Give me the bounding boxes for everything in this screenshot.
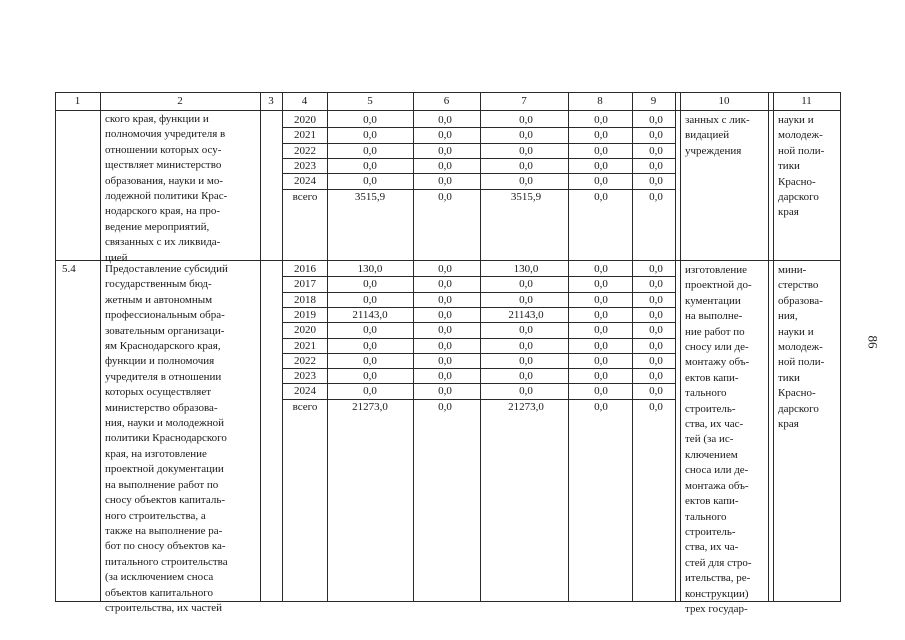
cell-c7: 0,0 — [519, 324, 533, 337]
header-col-4: 4 — [301, 95, 308, 107]
cell-c8: 0,0 — [594, 278, 608, 291]
table-row — [55, 339, 841, 354]
cell-year: 2016 — [294, 263, 316, 275]
cell-c9: 0,0 — [649, 324, 663, 337]
header-col-6: 6 — [443, 95, 450, 107]
cell-c5: 0,0 — [363, 293, 377, 306]
block2-item-number: 5.4 — [62, 263, 76, 275]
header-col-11: 11 — [801, 95, 812, 107]
cell-year: 2024 — [294, 385, 316, 398]
cell-year: 2017 — [294, 278, 316, 291]
cell-c9: 0,0 — [649, 385, 663, 398]
cell-c5: 0,0 — [363, 354, 377, 367]
table-row — [55, 384, 841, 399]
table-row — [55, 190, 841, 205]
cell-c9: 0,0 — [649, 159, 663, 172]
table-row — [55, 128, 841, 143]
cell-c8: 0,0 — [594, 263, 608, 275]
table-row — [55, 293, 841, 308]
cell-c7: 0,0 — [519, 175, 533, 188]
cell-c6: 0,0 — [438, 339, 452, 352]
cell-c9: 0,0 — [649, 175, 663, 188]
table-row — [55, 354, 841, 369]
cell-c5: 0,0 — [363, 324, 377, 337]
cell-c9: 0,0 — [649, 308, 663, 321]
cell-c9: 0,0 — [649, 263, 663, 275]
cell-c7: 3515,9 — [510, 190, 542, 203]
cell-c8: 0,0 — [594, 293, 608, 306]
header-col-3: 3 — [268, 95, 274, 107]
cell-c7: 0,0 — [519, 278, 533, 291]
cell-c8: 0,0 — [594, 354, 608, 367]
cell-c7: 0,0 — [519, 129, 533, 142]
cell-year: всего — [292, 400, 318, 413]
block1-description: ского края, функции и полномочия учредителя в отношении которых осу- ществляет министерство образования, науки и мо- лодежной политики Крас- нодарского края, на про- ведение мероприятий, связанных с их ликвида- цией — [105, 113, 228, 264]
cell-c7: 0,0 — [519, 159, 533, 172]
cell-c7: 0,0 — [519, 114, 533, 126]
cell-c7: 0,0 — [519, 370, 533, 383]
header-col-1: 1 — [74, 95, 81, 107]
cell-c8: 0,0 — [594, 370, 608, 383]
table-row — [55, 159, 841, 174]
cell-c6: 0,0 — [438, 293, 452, 306]
cell-year: всего — [292, 190, 318, 203]
cell-c7: 130,0 — [513, 263, 539, 275]
cell-c7: 0,0 — [519, 144, 533, 157]
table-row — [55, 323, 841, 338]
block1-result: занных с лик- видацией учреждения — [685, 114, 750, 157]
cell-c5: 0,0 — [363, 370, 377, 383]
cell-year: 2021 — [294, 339, 316, 352]
table-frame — [55, 92, 841, 615]
cell-c5: 0,0 — [363, 144, 377, 157]
cell-c6: 0,0 — [438, 385, 452, 398]
cell-c6: 0,0 — [438, 263, 452, 275]
header-col-5: 5 — [367, 95, 373, 107]
cell-c6: 0,0 — [438, 278, 452, 291]
cell-c9: 0,0 — [649, 370, 663, 383]
cell-c6: 0,0 — [438, 159, 452, 172]
cell-c9: 0,0 — [649, 190, 663, 203]
cell-c6: 0,0 — [438, 144, 452, 157]
cell-c8: 0,0 — [594, 324, 608, 337]
cell-c9: 0,0 — [649, 293, 663, 306]
cell-c5: 130,0 — [357, 263, 383, 275]
cell-c7: 0,0 — [519, 339, 533, 352]
header-col-9: 9 — [650, 95, 657, 107]
cell-c5: 0,0 — [363, 114, 377, 126]
table-row — [55, 262, 841, 277]
table-row — [55, 144, 841, 159]
cell-c8: 0,0 — [594, 159, 608, 172]
header-col-8: 8 — [597, 95, 603, 107]
cell-c5: 3515,9 — [354, 190, 386, 203]
cell-c5: 0,0 — [363, 278, 377, 291]
cell-c5: 0,0 — [363, 339, 377, 352]
cell-c5: 0,0 — [363, 175, 377, 188]
cell-c7: 21143,0 — [508, 308, 544, 321]
cell-c8: 0,0 — [594, 190, 608, 203]
cell-year: 2023 — [294, 159, 316, 172]
cell-c7: 0,0 — [519, 385, 533, 398]
cell-c6: 0,0 — [438, 129, 452, 142]
cell-c6: 0,0 — [438, 354, 452, 367]
cell-c9: 0,0 — [649, 129, 663, 142]
table-row — [55, 308, 841, 323]
cell-c8: 0,0 — [594, 129, 608, 142]
header-col-7: 7 — [521, 95, 527, 107]
cell-c8: 0,0 — [594, 385, 608, 398]
cell-year: 2022 — [294, 354, 316, 367]
cell-c5: 21143,0 — [352, 308, 388, 321]
cell-c6: 0,0 — [438, 114, 452, 126]
cell-c9: 0,0 — [649, 400, 663, 413]
cell-c6: 0,0 — [438, 308, 452, 321]
cell-c9: 0,0 — [649, 339, 663, 352]
cell-year: 2022 — [294, 144, 316, 157]
cell-c5: 0,0 — [363, 129, 377, 142]
cell-year: 2021 — [294, 129, 316, 142]
cell-year: 2020 — [294, 114, 316, 126]
cell-c9: 0,0 — [649, 144, 663, 157]
block2-responsible: мини- стерство образова- ния, науки и молодеж- ной поли- тики Красно- дарского края — [778, 264, 825, 431]
block1-responsible: науки и молодеж- ной поли- тики Красно- дарского края — [778, 114, 825, 219]
block2-description: Предоставление субсидий государственным бюд- жетным и автономным профессиональным обра- зовательным организаци- ям Краснодарского края, функции и полномочия учредителя в отношении которых осуществляет министерство образова- ния, науки и молодежной политики Краснодарского края, на изготовление проектной документации на выполнение работ по сносу объектов капиталь- ного строительства, а также на выполнение ра- бот по сносу объектов ка- питального строительства (за исключением сноса объектов капитального строительства, их частей — [105, 263, 228, 614]
cell-year: 2024 — [294, 175, 316, 188]
cell-c7: 21273,0 — [508, 400, 544, 413]
cell-c5: 0,0 — [363, 159, 377, 172]
table-row — [55, 277, 841, 292]
cell-c8: 0,0 — [594, 144, 608, 157]
header-col-10: 10 — [718, 95, 730, 107]
header-divider — [55, 110, 841, 111]
cell-c8: 0,0 — [594, 400, 608, 413]
cell-year: 2020 — [294, 324, 316, 337]
table-row — [55, 113, 841, 128]
cell-c8: 0,0 — [594, 308, 608, 321]
block2-result: изготовление проектной до- кументации на выполне- ние работ по сносу или де- монтажу объ- ектов капи- тального строитель- ства, их час- тей (за ис- ключением сноса или де- монтажа объ- ектов капи- тального строитель- ства, их ча- стей для стро- ительства, ре- конструкции) трех государ- — [685, 264, 752, 615]
table-row — [55, 174, 841, 189]
cell-c8: 0,0 — [594, 339, 608, 352]
cell-c6: 0,0 — [438, 175, 452, 188]
cell-c6: 0,0 — [438, 370, 452, 383]
cell-c9: 0,0 — [649, 278, 663, 291]
cell-c9: 0,0 — [649, 354, 663, 367]
cell-c6: 0,0 — [438, 400, 452, 413]
cell-c6: 0,0 — [438, 324, 452, 337]
cell-c6: 0,0 — [438, 190, 452, 203]
cell-year: 2023 — [294, 370, 316, 383]
table-row — [55, 369, 841, 384]
cell-year: 2018 — [294, 293, 316, 306]
cell-year: 2019 — [294, 308, 316, 321]
cell-c8: 0,0 — [594, 175, 608, 188]
cell-c9: 0,0 — [649, 114, 663, 126]
cell-c8: 0,0 — [594, 114, 608, 126]
cell-c5: 0,0 — [363, 385, 377, 398]
cell-c7: 0,0 — [519, 354, 533, 367]
header-col-2: 2 — [177, 95, 183, 107]
table-row — [55, 400, 841, 415]
cell-c5: 21273,0 — [352, 400, 388, 413]
cell-c7: 0,0 — [519, 293, 533, 306]
page-number: 86 — [865, 335, 881, 349]
